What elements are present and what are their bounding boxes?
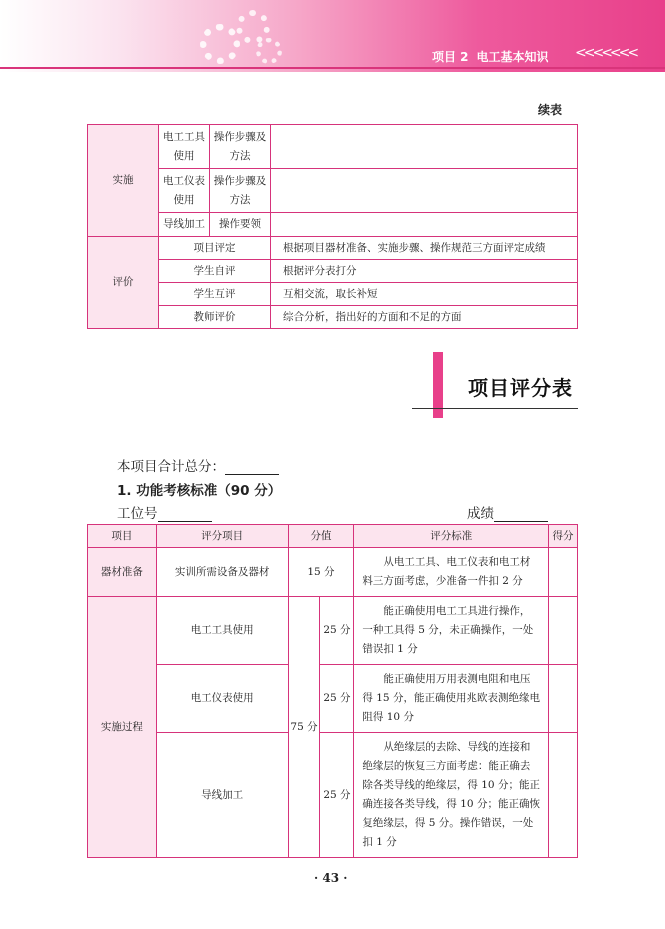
column-header: 得分 bbox=[549, 525, 578, 548]
total-score-line bbox=[117, 455, 279, 475]
scoring-table bbox=[87, 524, 578, 858]
earned-cell bbox=[549, 665, 578, 733]
group-cell: 实施 bbox=[88, 125, 159, 237]
step-cell: 操作步骤及方法 bbox=[210, 169, 271, 213]
score-cell: 15 分 bbox=[288, 548, 354, 597]
table-row bbox=[88, 169, 578, 213]
content-cell bbox=[271, 125, 578, 169]
section-underline bbox=[412, 408, 578, 409]
item-cell: 学生互评 bbox=[159, 283, 271, 306]
continued-label: 续表 bbox=[538, 103, 563, 117]
score-cell: 25 分 bbox=[320, 733, 354, 858]
result-blank bbox=[494, 507, 548, 522]
station-line bbox=[117, 502, 212, 522]
criteria-text: 能正确使用万用表测电阻和电压得 15 分，能正确使用兆欧表测绝缘电阻得 10 分 bbox=[362, 673, 540, 723]
total-score-cell: 75 分 bbox=[288, 597, 320, 858]
content-cell: 互相交流，取长补短 bbox=[271, 283, 578, 306]
table-row bbox=[88, 125, 578, 169]
item-cell: 导线加工 bbox=[159, 213, 210, 237]
section-title: 项目评分表 bbox=[468, 376, 573, 400]
table-row bbox=[88, 665, 578, 733]
criteria-text: 从电工工具、电工仪表和电工材料三方面考虑，少准备一件扣 2 分 bbox=[362, 556, 531, 587]
total-score-blank bbox=[225, 460, 279, 475]
score-cell: 25 分 bbox=[320, 665, 354, 733]
result-label: 成绩 bbox=[467, 506, 494, 522]
column-header: 评分项目 bbox=[156, 525, 288, 548]
item-cell: 电工仪表使用 bbox=[159, 169, 210, 213]
item-cell: 电工工具使用 bbox=[156, 597, 288, 665]
station-label: 工位号 bbox=[117, 506, 158, 522]
earned-cell bbox=[549, 597, 578, 665]
station-blank bbox=[158, 507, 212, 522]
criteria-text: 能正确使用电工工具进行操作，一种工具得 5 分，未正确操作，一处错误扣 1 分 bbox=[362, 605, 534, 655]
table-row bbox=[88, 283, 578, 306]
criteria-text: 从绝缘层的去除、导线的连接和绝缘层的恢复三方面考虑：能正确去除各类导线的绝缘层，得 10 分；能正确连接各类导线，得 10 分；能正确恢复绝缘层，得 5 分。操作错误，一处扣 1 分 bbox=[362, 741, 540, 848]
item-cell: 教师评价 bbox=[159, 306, 271, 329]
item-cell: 实训所需设备及器材 bbox=[156, 548, 288, 597]
criteria-cell bbox=[354, 733, 549, 858]
chapter-title: 电工基本知识 bbox=[476, 50, 549, 64]
content-cell bbox=[271, 169, 578, 213]
content-cell: 综合分析，指出好的方面和不足的方面 bbox=[271, 306, 578, 329]
gear-icon bbox=[200, 24, 240, 64]
item-cell: 导线加工 bbox=[156, 733, 288, 858]
table-row bbox=[88, 597, 578, 665]
content-cell: 根据项目器材准备、实施步骤、操作规范三方面评定成绩 bbox=[271, 237, 578, 260]
running-header bbox=[432, 48, 557, 65]
column-header: 分值 bbox=[288, 525, 354, 548]
item-cell: 电工仪表使用 bbox=[156, 665, 288, 733]
criteria-cell bbox=[354, 665, 549, 733]
item-cell: 电工工具使用 bbox=[159, 125, 210, 169]
item-cell: 项目评定 bbox=[159, 237, 271, 260]
column-header: 评分标准 bbox=[354, 525, 549, 548]
criteria-cell bbox=[354, 548, 549, 597]
table-header-row bbox=[88, 525, 578, 548]
chevron-decoration: <<<<<<< bbox=[575, 45, 637, 61]
criteria-cell bbox=[354, 597, 549, 665]
table-row bbox=[88, 548, 578, 597]
header-divider bbox=[0, 67, 665, 69]
table-row bbox=[88, 260, 578, 283]
project-number: 项目 2 bbox=[432, 50, 469, 64]
group-cell: 评价 bbox=[88, 237, 159, 329]
implementation-evaluation-table bbox=[87, 124, 578, 329]
group-cell: 实施过程 bbox=[88, 597, 157, 858]
step-cell: 操作步骤及方法 bbox=[210, 125, 271, 169]
standard-heading: 1. 功能考核标准（90 分） bbox=[117, 483, 282, 499]
content-cell bbox=[271, 213, 578, 237]
step-cell: 操作要领 bbox=[210, 213, 271, 237]
page-header-band bbox=[0, 0, 665, 72]
result-line bbox=[467, 502, 548, 522]
table-row bbox=[88, 237, 578, 260]
page-number: · 43 · bbox=[314, 871, 348, 885]
earned-cell bbox=[549, 733, 578, 858]
group-cell: 器材准备 bbox=[88, 548, 157, 597]
table-row bbox=[88, 213, 578, 237]
item-cell: 学生自评 bbox=[159, 260, 271, 283]
table-row bbox=[88, 306, 578, 329]
content-cell: 根据评分表打分 bbox=[271, 260, 578, 283]
gear-icon bbox=[256, 38, 282, 64]
table-row bbox=[88, 733, 578, 858]
score-cell: 25 分 bbox=[320, 597, 354, 665]
total-score-label: 本项目合计总分： bbox=[117, 459, 225, 475]
earned-cell bbox=[549, 548, 578, 597]
column-header: 项目 bbox=[88, 525, 157, 548]
